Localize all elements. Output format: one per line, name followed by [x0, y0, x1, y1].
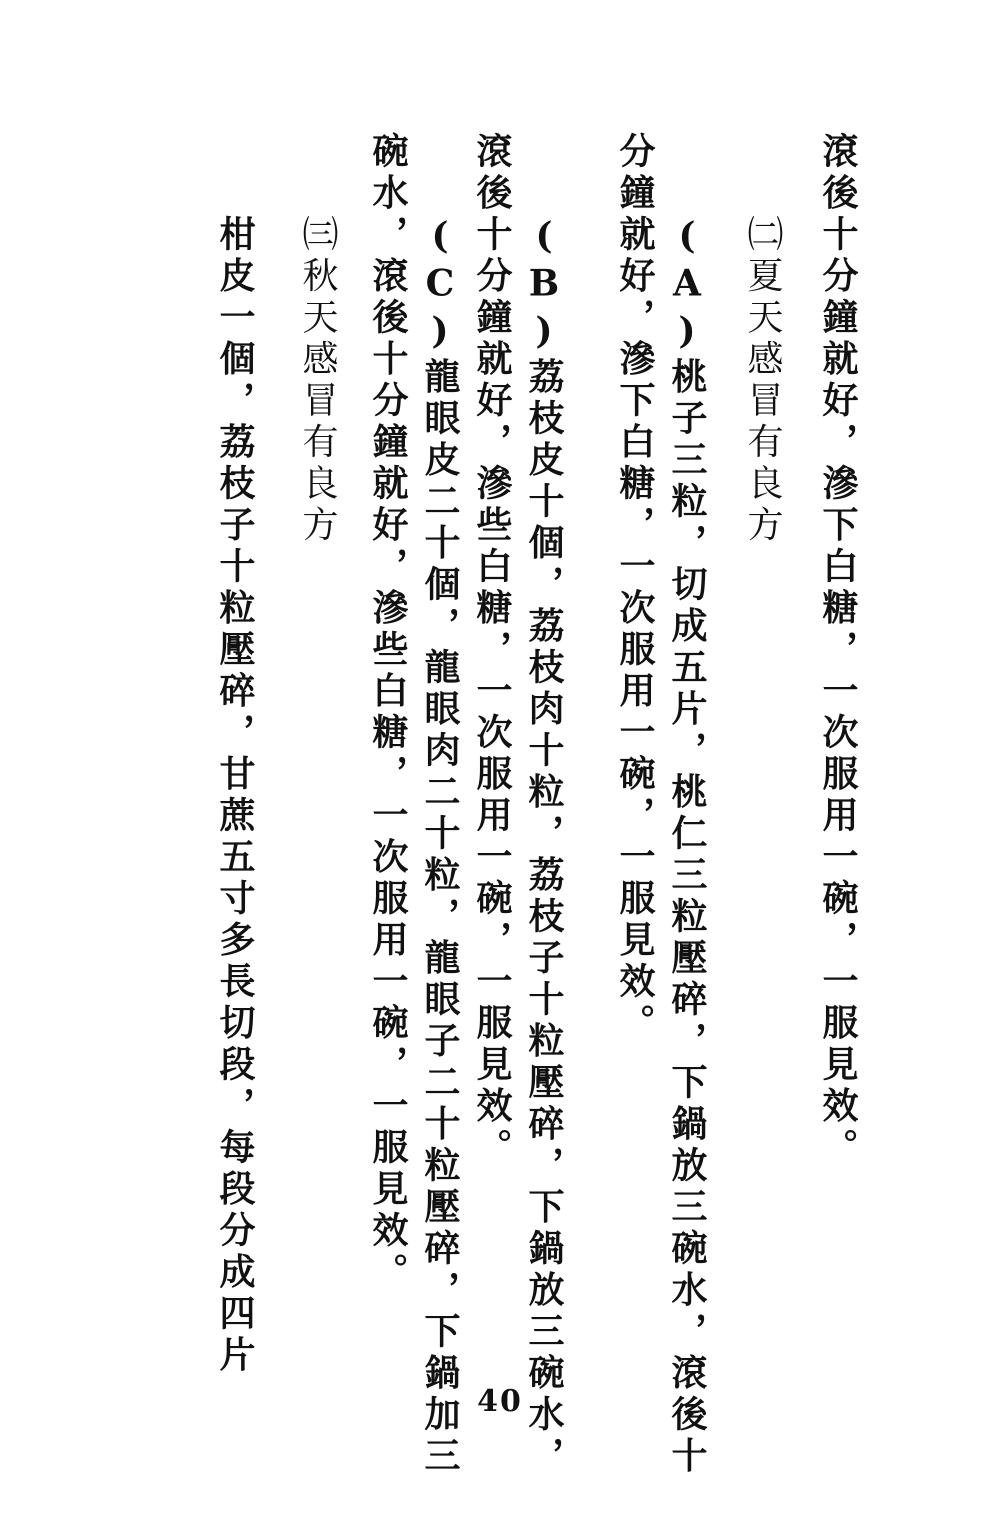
page-number: 40 [477, 1384, 523, 1419]
text-column-10: 柑皮一個，荔枝子十粒壓碎，甘蔗五寸多長切段，每段分成四片 [214, 215, 256, 1377]
text-column-1: 滾後十分鐘就好，滲下白糖，一次服用一碗，一服見效。 [817, 132, 859, 1170]
text-column-5: (B)荔枝皮十個，荔枝肉十粒，荔枝子十粒壓碎，下鍋放三碗水， [523, 215, 565, 1478]
text-column-6: 滾後十分鐘就好，滲些白糖，一次服用一碗，一服見效。 [471, 132, 513, 1170]
text-column-3: (A)桃子三粒，切成五片，桃仁三粒壓碎，下鍋放三碗水，滾後十 [666, 215, 708, 1478]
section-heading-autumn: ㈢秋天感冒有良方 [297, 215, 338, 547]
text-column-4: 分鐘就好，滲下白糖，一次服用一碗，一服見效。 [614, 132, 656, 1045]
text-column-7: (C)龍眼皮二十個，龍眼肉二十粒，龍眼子二十粒壓碎，下鍋加三 [419, 215, 461, 1478]
text-column-8: 碗水，滾後十分鐘就好，滲些白糖，一次服用一碗，一服見效。 [367, 132, 409, 1294]
section-heading-summer: ㈡夏天感冒有良方 [742, 215, 783, 547]
